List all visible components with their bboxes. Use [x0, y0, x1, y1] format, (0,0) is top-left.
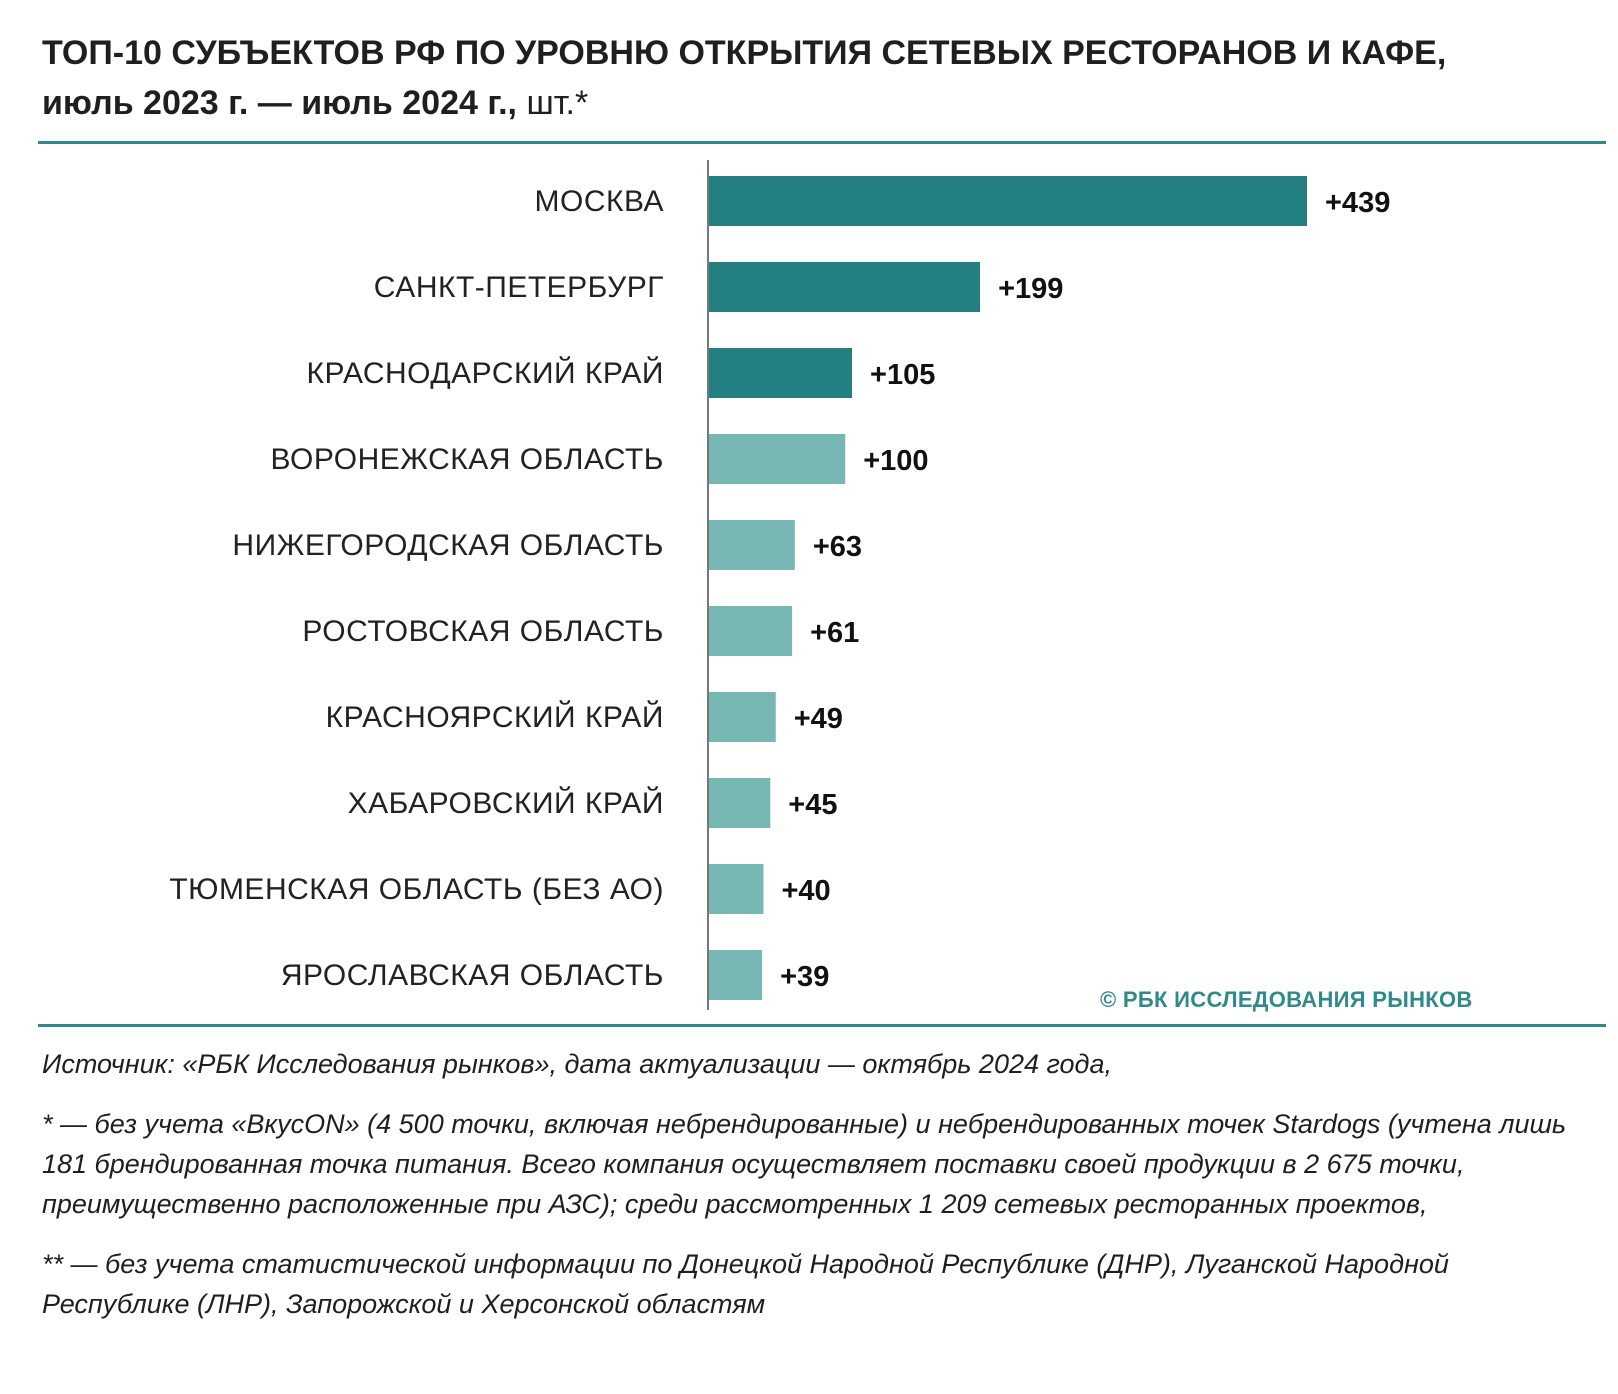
- category-label: НИЖЕГОРОДСКАЯ ОБЛАСТЬ: [232, 529, 664, 562]
- chart-title-unit: шт.*: [517, 84, 589, 122]
- value-label: +49: [793, 703, 843, 735]
- chart-title: [42, 28, 1582, 128]
- top-divider: [38, 141, 1606, 144]
- bar: [709, 692, 776, 742]
- credit-label: © РБК ИССЛЕДОВАНИЯ РЫНКОВ: [1100, 987, 1473, 1012]
- value-label: +439: [1325, 187, 1391, 219]
- category-label: САНКТ-ПЕТЕРБУРГ: [373, 271, 664, 304]
- value-label: +39: [780, 961, 830, 993]
- category-label: МОСКВА: [534, 185, 664, 218]
- category-label: КРАСНОДАРСКИЙ КРАЙ: [306, 357, 664, 390]
- value-label: +61: [810, 617, 860, 649]
- category-label: ТЮМЕНСКАЯ ОБЛАСТЬ (БЕЗ АО): [169, 873, 664, 906]
- footnote-2: ** — без учета статистической информации по Донецкой Народной Республике (ДНР), Луганской Народной Республике (ЛНР), Запорожской и Херсонской областям: [42, 1249, 1449, 1319]
- chart-title-line1: ТОП-10 СУБЪЕКТОВ РФ ПО УРОВНЮ ОТКРЫТИЯ СЕТЕВЫХ РЕСТОРАНОВ И КАФЕ,: [42, 34, 1447, 72]
- bar: [709, 520, 795, 570]
- footnotes: [42, 1044, 1582, 1344]
- category-label: РОСТОВСКАЯ ОБЛАСТЬ: [302, 615, 664, 648]
- category-label: ЯРОСЛАВСКАЯ ОБЛАСТЬ: [280, 959, 664, 992]
- source-note: Источник: «РБК Исследования рынков», дата актуализации — октябрь 2024 года,: [42, 1049, 1112, 1079]
- bar: [709, 864, 763, 914]
- bar: [709, 348, 852, 398]
- category-label: КРАСНОЯРСКИЙ КРАЙ: [325, 701, 664, 734]
- bar: [709, 778, 770, 828]
- category-label: ХАБАРОВСКИЙ КРАЙ: [347, 787, 664, 820]
- bar: [709, 176, 1307, 226]
- chart-title-line2: [42, 78, 1582, 128]
- bar: [709, 262, 980, 312]
- value-label: +199: [998, 273, 1064, 305]
- value-label: +45: [788, 789, 838, 821]
- bar: [709, 606, 792, 656]
- value-label: +105: [870, 359, 936, 391]
- footnote-1: * — без учета «ВкусON» (4 500 точки, включая небрендированные) и небрендированных точек Stardogs (учтена лишь 181 брендированная точка питания. Всего компания осуществляет поставки своей продукции в 2 675 точки, преимущественно расположенные при АЗС); среди рассмотренных 1 209 сетевых ресторанных проектов,: [42, 1109, 1567, 1219]
- chart-title-period: июль 2023 г. — июль 2024 г.,: [42, 84, 517, 122]
- bar-chart: [0, 150, 1618, 1010]
- bottom-divider: [38, 1024, 1606, 1027]
- bar: [709, 950, 762, 1000]
- bar: [709, 434, 845, 484]
- value-label: +63: [812, 531, 863, 563]
- value-label: +40: [781, 875, 831, 907]
- value-label: +100: [863, 445, 929, 477]
- category-label: ВОРОНЕЖСКАЯ ОБЛАСТЬ: [270, 443, 664, 476]
